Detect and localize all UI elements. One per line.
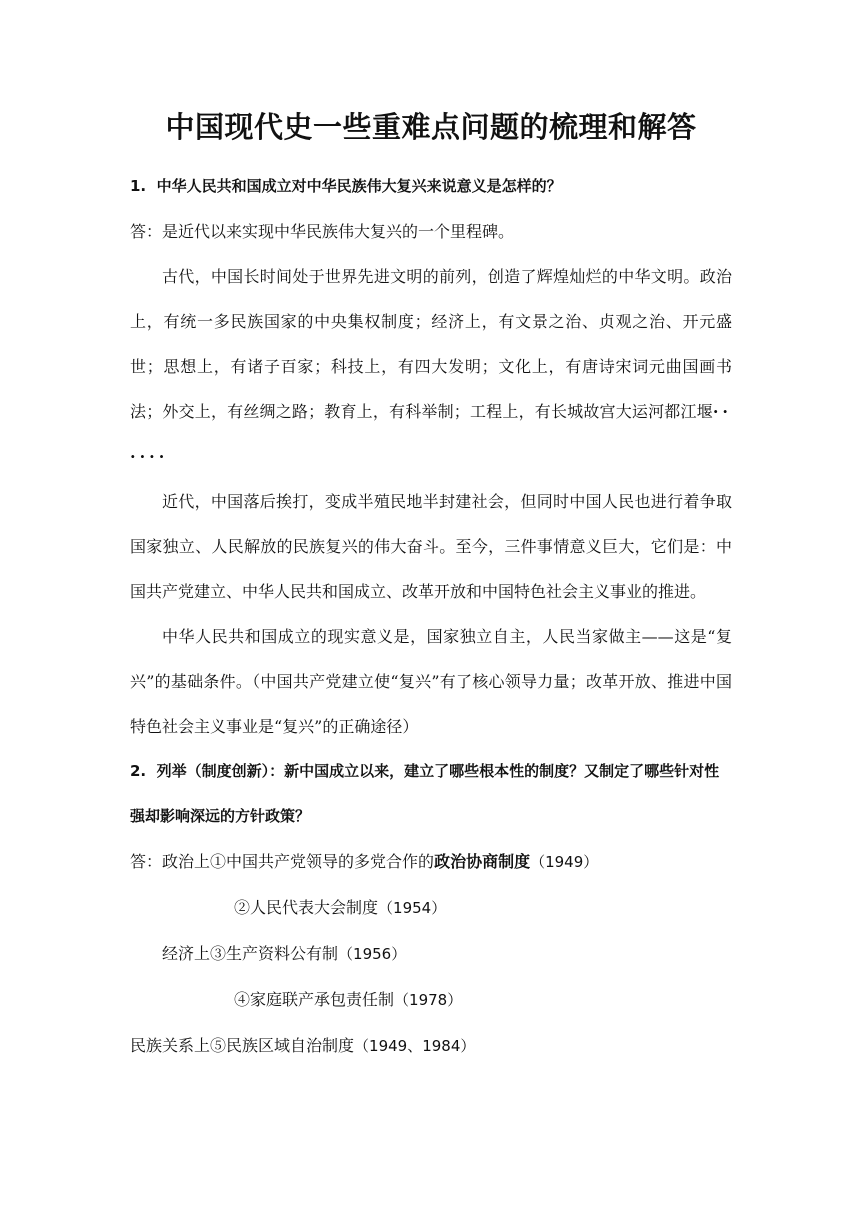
- answer-1-intro: 答：是近代以来实现中华民族伟大复兴的一个里程碑。: [130, 222, 515, 241]
- answer-2-line-item-2: [130, 885, 732, 931]
- ellipsis-dots: ······: [130, 402, 732, 466]
- item-1-text: 中国共产党领导的多党合作的: [226, 852, 435, 871]
- item-3-mark: ③: [210, 944, 227, 963]
- item-2-mark: ②: [234, 898, 251, 917]
- paragraph-modern: 近代，中国落后挨打，变成半殖民地半封建社会，但同时中国人民也进行着争取国家独立、人民解放的民族复兴的伟大奋斗。至今，三件事情意义巨大，它们是：中国共产党建立、中华人民共和国成立、改革开放和中国特色社会主义事业的推进。: [130, 492, 732, 601]
- answer-2-line-political: [130, 839, 732, 885]
- question-1-number: 1.: [130, 177, 147, 195]
- economic-label: 经济上: [162, 944, 211, 963]
- item-3-year: （1956）: [338, 945, 407, 963]
- document-content: [130, 98, 732, 1069]
- political-label: 政治上: [162, 852, 211, 871]
- item-1-bold-text: 政治协商制度: [434, 852, 531, 871]
- item-5-mark: ⑤: [210, 1036, 227, 1055]
- question-2-number: 2.: [130, 762, 147, 780]
- answer-2-prefix: 答：: [130, 852, 163, 871]
- answer-2-line-item-4: [130, 977, 732, 1023]
- item-1-year: （1949）: [530, 853, 599, 871]
- item-1-mark: ①: [210, 852, 227, 871]
- item-2-year: （1954）: [378, 899, 447, 917]
- answer-2-line-ethnic: [130, 1023, 732, 1069]
- item-4-text: 家庭联产承包责任制: [250, 990, 395, 1009]
- question-1: [130, 164, 732, 209]
- ethnic-label: 民族关系上: [130, 1036, 211, 1055]
- question-2: [130, 749, 732, 839]
- item-2-text: 人民代表大会制度: [250, 898, 379, 917]
- answer-2-line-economic: [130, 931, 732, 977]
- item-3-text: 生产资料公有制: [226, 944, 339, 963]
- question-1-text: 中华人民共和国成立对中华民族伟大复兴来说意义是怎样的？: [156, 177, 562, 195]
- question-2-text: 列举（制度创新）：新中国成立以来，建立了哪些根本性的制度？又制定了哪些针对性强却影响深远的方针政策？: [130, 762, 720, 825]
- paragraph-ancient-text: 古代，中国长时间处于世界先进文明的前列，创造了辉煌灿烂的中华文明。政治上，有统一多民族国家的中央集权制度；经济上，有文景之治、贞观之治、开元盛世；思想上，有诸子百家；科技上，有四大发明；文化上，有唐诗宋词元曲国画书法；外交上，有丝绸之路；教育上，有科举制；工程上，有长城故宫大运河都江堰: [130, 267, 732, 421]
- paragraph-reality: 中华人民共和国成立的现实意义是，国家独立自主，人民当家做主——这是“复兴”的基础条件。（中国共产党建立使“复兴”有了核心领导力量；改革开放、推进中国特色社会主义事业是“复兴”的正确途径）: [130, 627, 732, 736]
- item-5-text: 民族区域自治制度: [226, 1036, 355, 1055]
- paragraph-ancient: [130, 254, 732, 479]
- item-4-year: （1978）: [394, 991, 463, 1009]
- document-title: 中国现代史一些重难点问题的梳理和解答: [165, 110, 697, 144]
- item-4-mark: ④: [234, 990, 251, 1009]
- item-5-year: （1949、1984）: [354, 1037, 476, 1055]
